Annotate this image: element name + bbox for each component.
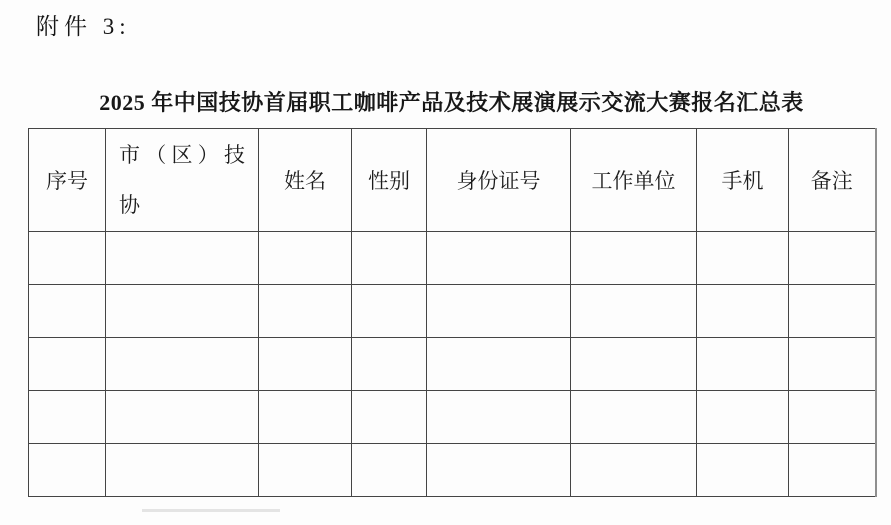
column-header-city-district-association: [106, 129, 259, 232]
table-cell: [29, 391, 106, 444]
table-cell: [789, 444, 876, 497]
table-cell: [29, 232, 106, 285]
table-cell: [697, 232, 789, 285]
table-cell: [29, 444, 106, 497]
table-cell: [352, 285, 427, 338]
table-row: [29, 232, 876, 285]
column-header-mobile-phone: 手机: [697, 129, 789, 232]
table-cell: [259, 444, 352, 497]
table-cell: [789, 232, 876, 285]
table-cell: [352, 444, 427, 497]
table-cell: [697, 391, 789, 444]
table-cell: [427, 391, 571, 444]
table-cell: [352, 338, 427, 391]
table-cell: [29, 338, 106, 391]
column-header-line2: 协: [119, 193, 140, 217]
table-cell: [106, 232, 259, 285]
table-cell: [571, 232, 697, 285]
table-row: [29, 391, 876, 444]
table-cell: [29, 285, 106, 338]
table-cell: [697, 285, 789, 338]
table-cell: [789, 391, 876, 444]
table-cell: [352, 232, 427, 285]
table-cell: [352, 391, 427, 444]
column-header-name: 姓名: [259, 129, 352, 232]
table-row: [29, 338, 876, 391]
column-header-id-card-number: 身份证号: [427, 129, 571, 232]
table-cell: [106, 391, 259, 444]
table-row: [29, 444, 876, 497]
table-cell: [259, 232, 352, 285]
table-cell: [789, 285, 876, 338]
table-cell: [571, 391, 697, 444]
column-header-work-unit: 工作单位: [571, 129, 697, 232]
column-header-remarks: 备注: [789, 129, 876, 232]
header-row: [29, 129, 876, 232]
table-cell: [427, 444, 571, 497]
scan-artifact: [142, 509, 280, 512]
table-cell: [427, 285, 571, 338]
table-cell: [789, 338, 876, 391]
table-cell: [106, 444, 259, 497]
attachment-label: 附件 3:: [36, 14, 131, 39]
page-title: 2025 年中国技协首届职工咖啡产品及技术展演展示交流大赛报名汇总表: [99, 90, 804, 115]
table-body: [29, 232, 876, 497]
table-cell: [259, 285, 352, 338]
column-header-line1: 市（区）技: [119, 143, 245, 167]
table-row: [29, 285, 876, 338]
column-header-gender: 性别: [352, 129, 427, 232]
table-cell: [571, 444, 697, 497]
table-cell: [106, 285, 259, 338]
table-cell: [259, 391, 352, 444]
table-cell: [427, 338, 571, 391]
table-cell: [571, 285, 697, 338]
table-cell: [106, 338, 259, 391]
registration-summary-table: [28, 128, 877, 497]
column-header-serial-number: 序号: [29, 129, 106, 232]
table-cell: [427, 232, 571, 285]
table-cell: [697, 338, 789, 391]
table-cell: [571, 338, 697, 391]
table-cell: [697, 444, 789, 497]
table-cell: [259, 338, 352, 391]
